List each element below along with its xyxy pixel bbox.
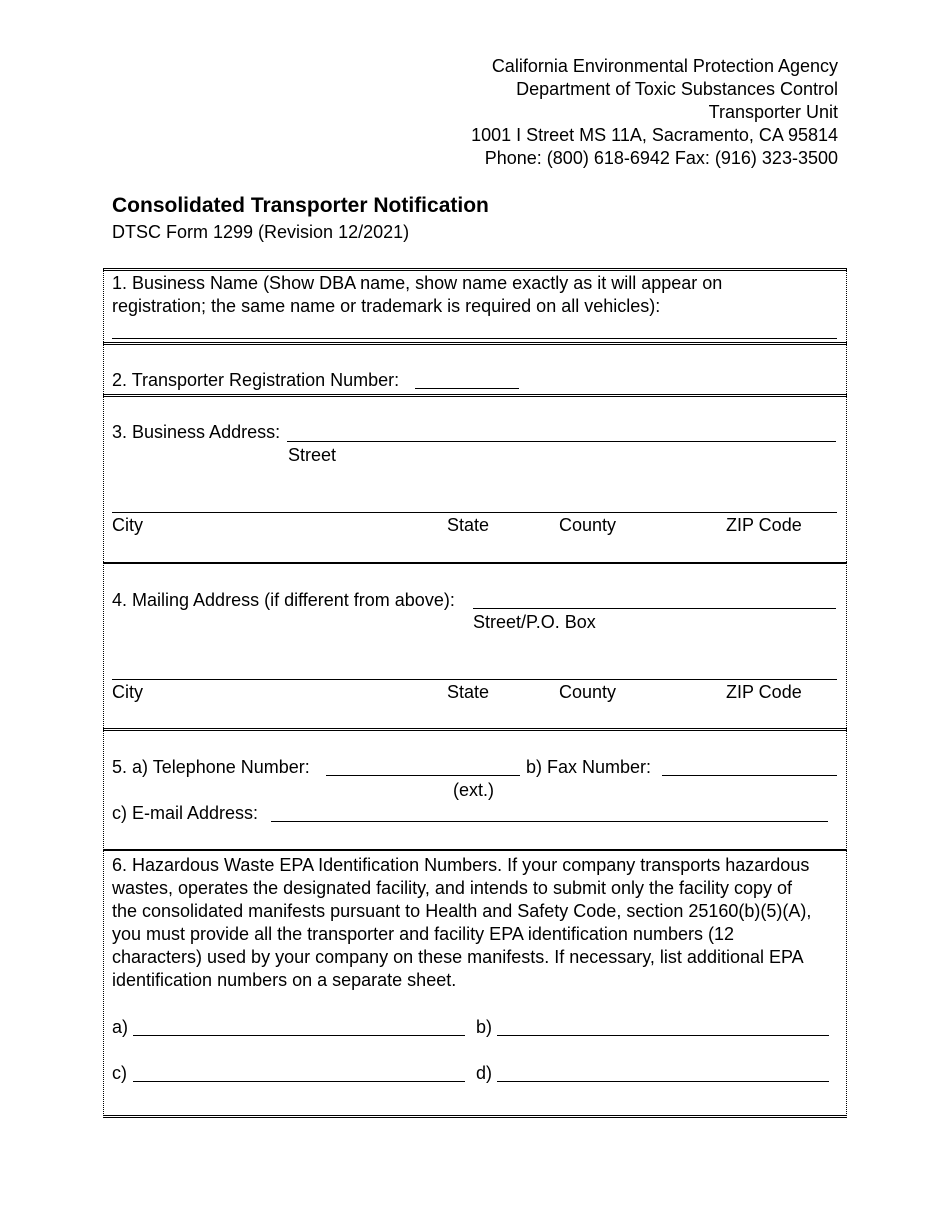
registration-number-label: 2. Transporter Registration Number: <box>112 370 400 390</box>
epa-id-d-label: d) <box>476 1063 493 1083</box>
business-street-field[interactable] <box>287 441 836 442</box>
agency-phone-fax: Phone: (800) 618-6942 Fax: (916) 323-3500 <box>484 148 838 168</box>
email-field[interactable] <box>271 821 828 822</box>
epa-id-b-label: b) <box>476 1017 493 1037</box>
mailing-county-caption: County <box>559 682 617 702</box>
business-city-state-field[interactable] <box>112 512 837 513</box>
section-divider <box>103 268 847 271</box>
epa-id-d-field[interactable] <box>497 1081 829 1082</box>
section-divider <box>103 562 847 564</box>
section-divider <box>103 342 847 345</box>
telephone-field[interactable] <box>326 775 520 776</box>
epa-instructions-line: characters) used by your company on these manifests. If necessary, list additional EPA <box>112 947 804 967</box>
telephone-label: 5. a) Telephone Number: <box>112 757 310 777</box>
email-label: c) E-mail Address: <box>112 803 259 823</box>
epa-id-instructions <box>112 854 838 992</box>
mailing-state-caption: State <box>447 682 490 702</box>
mailing-address-label: 4. Mailing Address (if different from above): <box>112 590 455 610</box>
business-name-field[interactable] <box>112 338 837 339</box>
epa-id-c-field[interactable] <box>133 1081 465 1082</box>
section-divider <box>103 394 847 397</box>
business-state-caption: State <box>447 515 490 535</box>
epa-instructions-line: the consolidated manifests pursuant to Health and Safety Code, section 25160(b)(5)(A), <box>112 901 812 921</box>
business-name-label: 1. Business Name (Show DBA name, show name exactly as it will appear on <box>112 273 723 293</box>
epa-instructions-line: wastes, operates the designated facility, and intends to submit only the facility copy of <box>112 878 793 898</box>
mailing-street-field[interactable] <box>473 608 836 609</box>
epa-id-a-label: a) <box>112 1017 129 1037</box>
form-subtitle: DTSC Form 1299 (Revision 12/2021) <box>112 222 410 242</box>
epa-instructions-line: 6. Hazardous Waste EPA Identification Numbers. If your company transports hazardous <box>112 855 810 875</box>
fax-label: b) Fax Number: <box>526 757 652 777</box>
mailing-street-caption: Street/P.O. Box <box>473 612 596 632</box>
agency-address: 1001 I Street MS 11A, Sacramento, CA 95814 <box>471 125 838 145</box>
business-zip-caption: ZIP Code <box>726 515 802 535</box>
business-county-caption: County <box>559 515 617 535</box>
business-name-label-cont: registration; the same name or trademark is required on all vehicles): <box>112 296 661 316</box>
mailing-city-state-field[interactable] <box>112 679 837 680</box>
epa-id-a-field[interactable] <box>133 1035 465 1036</box>
business-address-label: 3. Business Address: <box>112 422 281 442</box>
epa-id-c-label: c) <box>112 1063 127 1083</box>
business-city-caption: City <box>112 515 143 535</box>
epa-instructions-line: identification numbers on a separate sheet. <box>112 970 457 990</box>
section-divider <box>103 728 847 731</box>
form-title: Consolidated Transporter Notification <box>112 194 489 217</box>
agency-header <box>471 55 838 170</box>
mailing-zip-caption: ZIP Code <box>726 682 802 702</box>
mailing-city-caption: City <box>112 682 143 702</box>
epa-id-b-field[interactable] <box>497 1035 829 1036</box>
business-street-caption: Street <box>288 445 337 465</box>
epa-instructions-line: you must provide all the transporter and facility EPA identification numbers (12 <box>112 924 734 944</box>
section-divider <box>103 849 847 851</box>
registration-number-field[interactable] <box>415 388 519 389</box>
unit-name: Transporter Unit <box>708 102 838 122</box>
section-divider <box>103 1115 847 1118</box>
extension-caption: (ext.) <box>453 780 495 800</box>
agency-name: California Environmental Protection Agency <box>491 56 838 76</box>
department-name: Department of Toxic Substances Control <box>516 79 838 99</box>
fax-field[interactable] <box>662 775 837 776</box>
